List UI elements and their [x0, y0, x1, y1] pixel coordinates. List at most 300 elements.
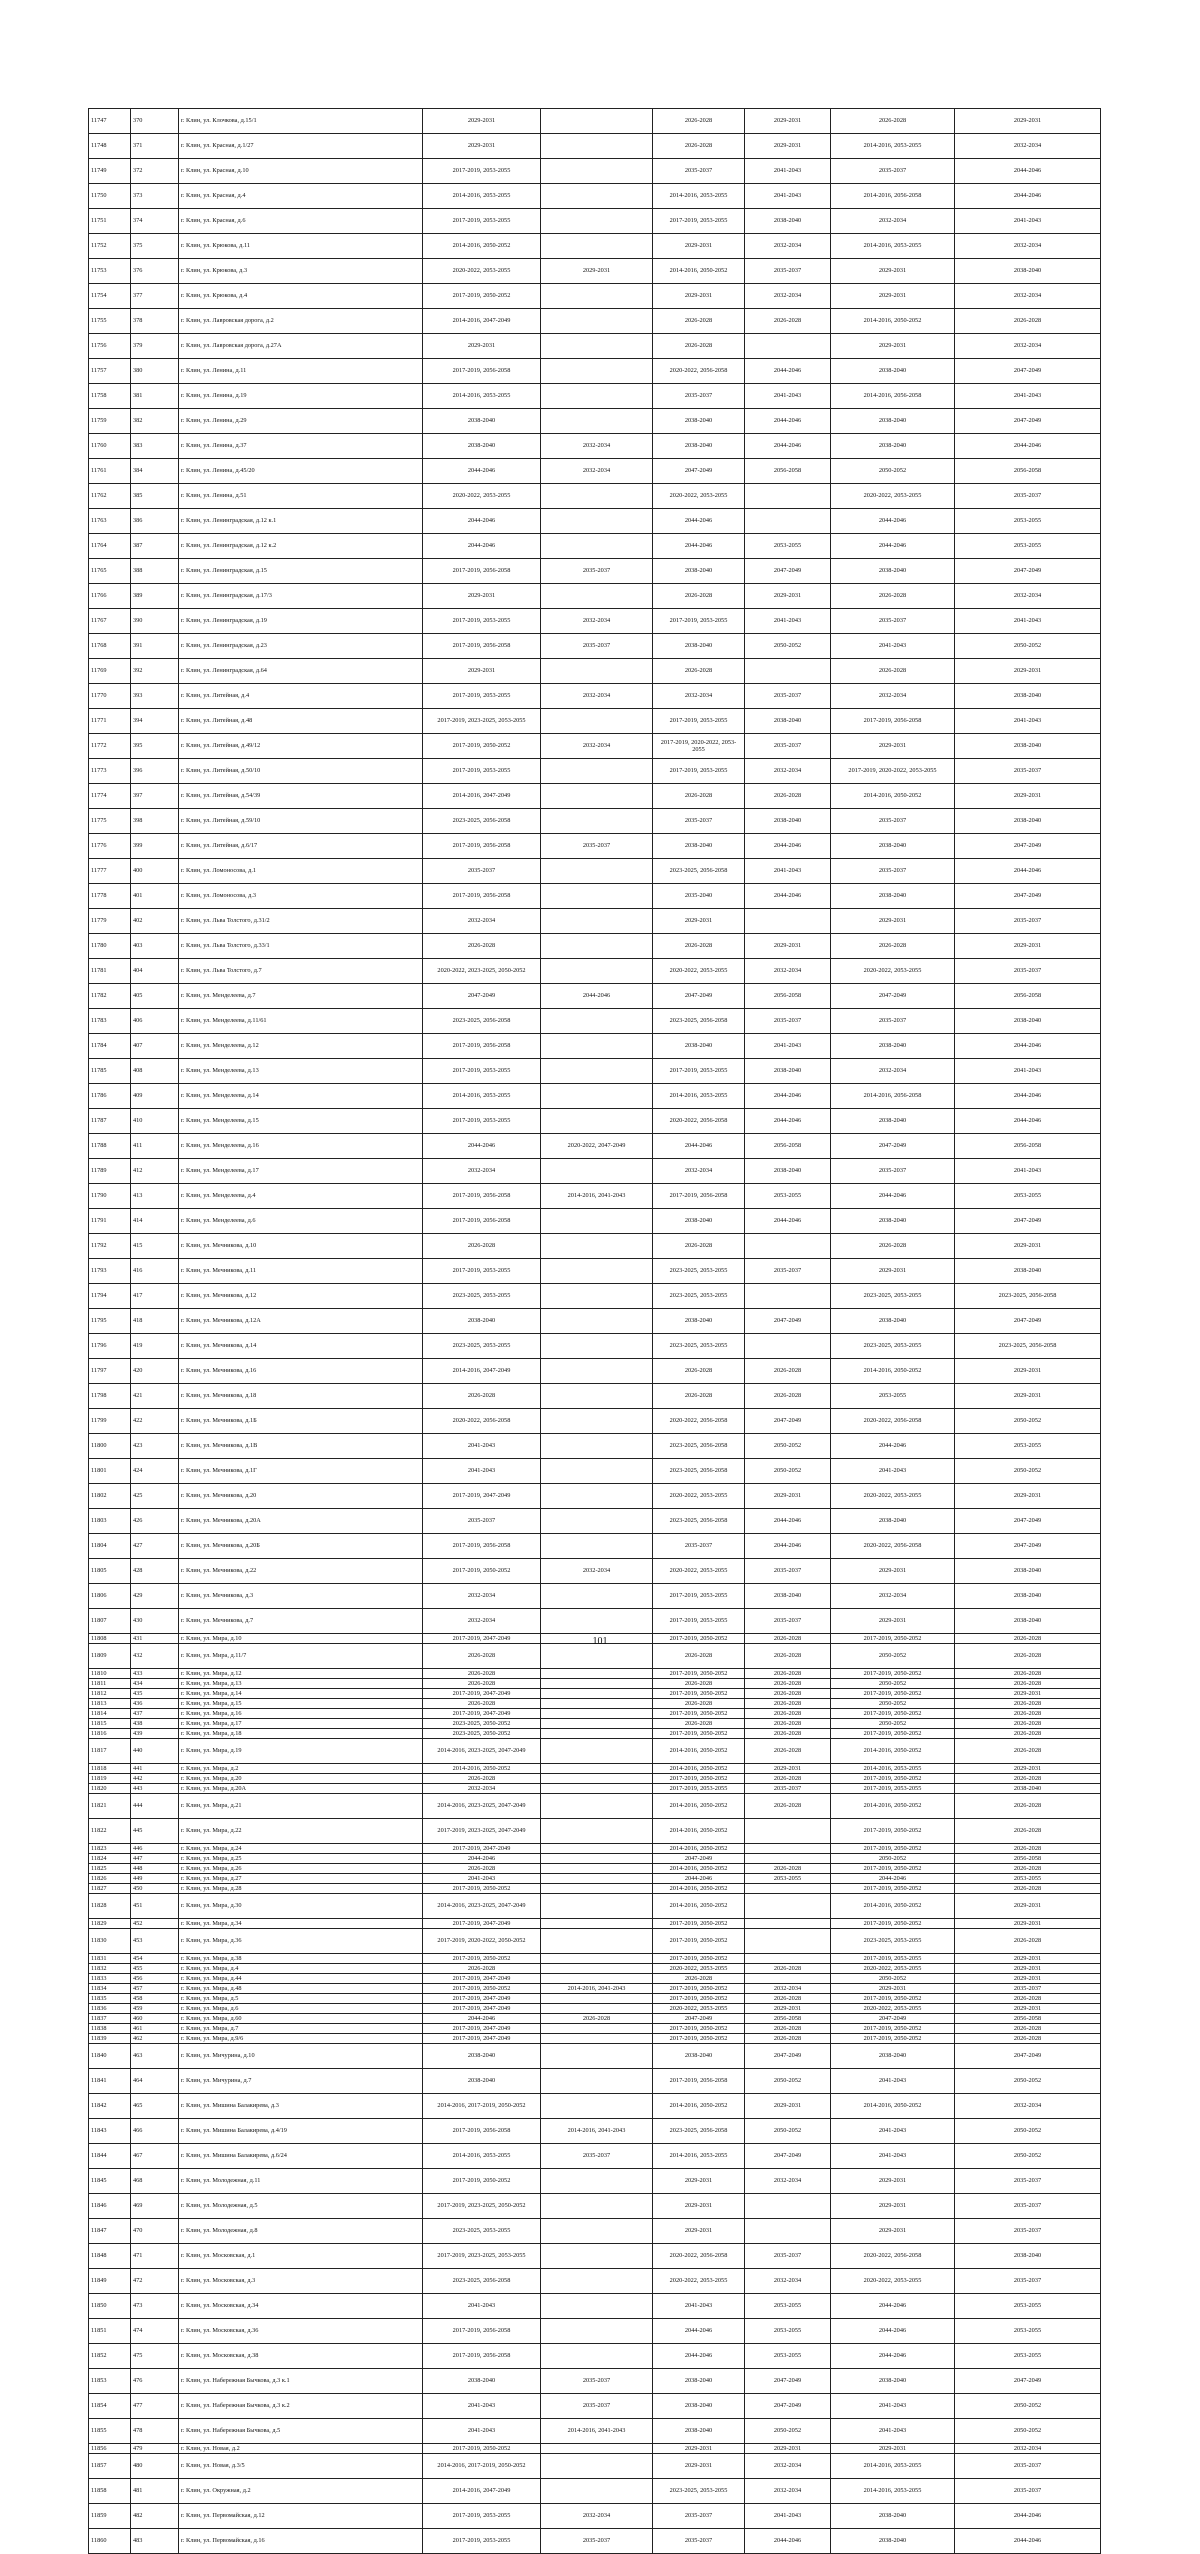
table-cell: 2026-2028	[653, 1359, 745, 1384]
table-cell	[541, 1309, 653, 1334]
table-cell: 2032-2034	[955, 284, 1101, 309]
table-cell: г. Клин, ул. Мечникова, д.12	[179, 1284, 423, 1309]
table-cell: 2026-2028	[955, 1819, 1101, 1844]
table-cell: 11794	[89, 1284, 131, 1309]
table-cell	[541, 934, 653, 959]
table-cell: г. Клин, ул. Мира, д.24	[179, 1844, 423, 1854]
table-cell: 2017-2019, 2053-2055	[423, 209, 541, 234]
table-cell: г. Клин, ул. Ленинградская, д.17/3	[179, 584, 423, 609]
table-cell: 2029-2031	[831, 1609, 955, 1634]
table-cell: г. Клин, ул. Льва Толстого, д.31/2	[179, 909, 423, 934]
table-cell: г. Клин, ул. Красная, д.10	[179, 159, 423, 184]
table-row	[89, 1159, 1101, 1184]
table-cell: 2017-2019, 2053-2055	[423, 1059, 541, 1084]
table-cell: 2029-2031	[653, 2219, 745, 2244]
table-cell: 2014-2016, 2053-2055	[423, 384, 541, 409]
table-cell: 2032-2034	[541, 2504, 653, 2529]
table-cell: 432	[131, 1644, 179, 1669]
table-cell: 387	[131, 534, 179, 559]
table-cell	[541, 159, 653, 184]
table-cell	[541, 534, 653, 559]
table-row	[89, 684, 1101, 709]
table-cell: 2023-2025, 2053-2055	[831, 1284, 955, 1309]
table-cell: 11806	[89, 1584, 131, 1609]
table-cell: 2053-2055	[745, 1184, 831, 1209]
table-cell: 2035-2037	[831, 159, 955, 184]
table-cell: 2053-2055	[955, 1184, 1101, 1209]
table-row	[89, 1929, 1101, 1954]
table-cell: 2026-2028	[653, 584, 745, 609]
table-cell: 2017-2019, 2050-2052	[653, 2034, 745, 2044]
table-cell: 11776	[89, 834, 131, 859]
table-cell: 2026-2028	[831, 109, 955, 134]
table-cell: 2026-2028	[745, 1774, 831, 1784]
table-cell	[541, 1584, 653, 1609]
table-cell: г. Клин, ул. Мира, д.19	[179, 1739, 423, 1764]
table-cell: г. Клин, ул. Мира, д.27	[179, 1874, 423, 1884]
table-cell: 2017-2019, 2056-2058	[831, 709, 955, 734]
table-cell: 398	[131, 809, 179, 834]
table-cell	[541, 1819, 653, 1844]
table-row	[89, 1109, 1101, 1134]
table-cell: 11781	[89, 959, 131, 984]
table-cell	[541, 2244, 653, 2269]
table-cell	[541, 859, 653, 884]
table-cell	[541, 2034, 653, 2044]
table-cell: 395	[131, 734, 179, 759]
table-cell: 2032-2034	[955, 134, 1101, 159]
table-cell: 2041-2043	[955, 709, 1101, 734]
table-cell: 2026-2028	[745, 2034, 831, 2044]
table-cell: 2050-2052	[745, 2119, 831, 2144]
table-cell: 2044-2046	[745, 1509, 831, 1534]
table-cell: 11807	[89, 1609, 131, 1634]
table-cell: 447	[131, 1854, 179, 1864]
table-cell: 2023-2025, 2056-2058	[423, 809, 541, 834]
table-cell: 2029-2031	[745, 584, 831, 609]
table-cell: 2026-2028	[745, 1794, 831, 1819]
table-cell: 11853	[89, 2369, 131, 2394]
table-cell: 2014-2016, 2047-2049	[423, 1359, 541, 1384]
table-row	[89, 909, 1101, 934]
table-cell: 2017-2019, 2053-2055	[423, 759, 541, 784]
schedule-table	[88, 108, 1101, 2554]
table-cell: 2014-2016, 2053-2055	[653, 1084, 745, 1109]
table-cell: 2026-2028	[955, 1774, 1101, 1784]
table-row	[89, 2269, 1101, 2294]
table-cell	[541, 1509, 653, 1534]
table-cell: 2014-2016, 2053-2055	[831, 134, 955, 159]
table-cell: 441	[131, 1764, 179, 1774]
table-cell: 2041-2043	[955, 609, 1101, 634]
table-row	[89, 1209, 1101, 1234]
table-cell: 11775	[89, 809, 131, 834]
table-cell	[541, 484, 653, 509]
table-cell: 430	[131, 1609, 179, 1634]
table-cell: 407	[131, 1034, 179, 1059]
table-cell: 2029-2031	[955, 1894, 1101, 1919]
table-cell: 2017-2019, 2050-2052	[831, 2024, 955, 2034]
table-cell: 2035-2037	[541, 559, 653, 584]
table-cell: 393	[131, 684, 179, 709]
table-cell: 442	[131, 1774, 179, 1784]
table-cell: г. Клин, ул. Мечникова, д.12А	[179, 1309, 423, 1334]
table-cell: г. Клин, ул. Набережная Бычкова, д.3 к.1	[179, 2369, 423, 2394]
table-cell: 2056-2058	[955, 1134, 1101, 1159]
table-row	[89, 1669, 1101, 1679]
table-row	[89, 1644, 1101, 1669]
table-cell: 11773	[89, 759, 131, 784]
table-row	[89, 209, 1101, 234]
table-cell: 2014-2016, 2050-2052	[653, 1794, 745, 1819]
table-cell: г. Клин, ул. Набережная Бычкова, д.3 к.2	[179, 2394, 423, 2419]
table-cell: 2026-2028	[653, 109, 745, 134]
table-cell: 11830	[89, 1929, 131, 1954]
table-cell: 2035-2037	[745, 1259, 831, 1284]
table-cell: 11799	[89, 1409, 131, 1434]
table-cell: 2026-2028	[423, 1384, 541, 1409]
table-cell: 2032-2034	[745, 234, 831, 259]
table-cell: 2053-2055	[955, 2319, 1101, 2344]
table-cell: г. Клин, ул. Мира, д.30	[179, 1894, 423, 1919]
table-cell: 2050-2052	[745, 1434, 831, 1459]
table-row	[89, 2419, 1101, 2444]
table-cell: 11844	[89, 2144, 131, 2169]
table-cell: 2047-2049	[955, 2369, 1101, 2394]
table-cell: 2020-2022, 2053-2055	[653, 959, 745, 984]
table-cell	[745, 1954, 831, 1964]
table-cell: 11760	[89, 434, 131, 459]
table-row	[89, 2529, 1101, 2554]
table-cell: 461	[131, 2024, 179, 2034]
table-cell: 2017-2019, 2050-2052	[831, 1634, 955, 1644]
table-cell: 2026-2028	[955, 1709, 1101, 1719]
table-cell: 2044-2046	[745, 2529, 831, 2554]
table-cell: 2014-2016, 2047-2049	[423, 309, 541, 334]
table-cell: 2017-2019, 2050-2052	[423, 1984, 541, 1994]
table-cell: г. Клин, ул. Литейная, д.54/39	[179, 784, 423, 809]
table-cell: 11824	[89, 1854, 131, 1864]
table-cell: 2047-2049	[955, 559, 1101, 584]
table-cell: 2017-2019, 2050-2052	[831, 1844, 955, 1854]
table-cell: 2020-2022, 2053-2055	[653, 1484, 745, 1509]
table-cell: 2041-2043	[955, 384, 1101, 409]
table-cell	[745, 1974, 831, 1984]
table-cell: 2035-2037	[745, 2244, 831, 2269]
table-cell	[541, 1699, 653, 1709]
table-cell: 384	[131, 459, 179, 484]
table-cell	[541, 2444, 653, 2454]
table-cell: 2029-2031	[831, 1259, 955, 1284]
table-cell: 2026-2028	[653, 1234, 745, 1259]
table-cell: 2038-2040	[653, 2369, 745, 2394]
table-cell: г. Клин, ул. Мира, д.48	[179, 1984, 423, 1994]
table-cell: 2041-2043	[745, 2504, 831, 2529]
table-cell: г. Клин, ул. Московская, д.36	[179, 2319, 423, 2344]
table-cell: 2017-2019, 2053-2055	[653, 1784, 745, 1794]
table-cell: 11787	[89, 1109, 131, 1134]
table-cell: 2017-2019, 2023-2025, 2053-2055	[423, 2244, 541, 2269]
table-cell: 2038-2040	[831, 1109, 955, 1134]
table-cell	[541, 2344, 653, 2369]
table-cell: 2035-2037	[541, 2394, 653, 2419]
table-cell: г. Клин, ул. Мечникова, д.3	[179, 1584, 423, 1609]
table-cell	[541, 1359, 653, 1384]
table-cell: 2026-2028	[653, 309, 745, 334]
table-cell: 2035-2037	[955, 959, 1101, 984]
table-cell: 2017-2019, 2050-2052	[423, 2444, 541, 2454]
table-cell: 2041-2043	[831, 2144, 955, 2169]
table-cell: 2044-2046	[831, 1184, 955, 1209]
table-cell: 2026-2028	[955, 1864, 1101, 1874]
table-cell: 11782	[89, 984, 131, 1009]
table-cell: 2038-2040	[831, 2044, 955, 2069]
table-cell: 2029-2031	[745, 109, 831, 134]
table-cell: 2026-2028	[745, 1719, 831, 1729]
table-cell: 2035-2037	[745, 1009, 831, 1034]
table-cell: 480	[131, 2454, 179, 2479]
table-cell: 11846	[89, 2194, 131, 2219]
table-cell: 2035-2037	[653, 2504, 745, 2529]
table-cell: 2017-2019, 2050-2052	[831, 1884, 955, 1894]
table-cell: 2017-2019, 2023-2025, 2053-2055	[423, 709, 541, 734]
table-cell	[541, 309, 653, 334]
table-cell: 11849	[89, 2269, 131, 2294]
table-cell: г. Клин, ул. Мечникова, д.7	[179, 1609, 423, 1634]
table-cell: 2029-2031	[831, 284, 955, 309]
table-cell: 2017-2019, 2047-2049	[423, 1974, 541, 1984]
table-cell	[541, 1284, 653, 1309]
table-cell	[541, 1784, 653, 1794]
table-cell: 2014-2016, 2050-2052	[653, 1894, 745, 1919]
table-cell: 2044-2046	[955, 859, 1101, 884]
table-cell: 2050-2052	[955, 1409, 1101, 1434]
table-cell: 2017-2019, 2056-2058	[423, 634, 541, 659]
table-cell: 11788	[89, 1134, 131, 1159]
table-cell	[541, 1864, 653, 1874]
table-cell	[541, 209, 653, 234]
table-cell: 2038-2040	[831, 834, 955, 859]
table-cell: 11819	[89, 1774, 131, 1784]
table-cell: 2014-2016, 2050-2052	[653, 1764, 745, 1774]
table-cell: г. Клин, ул. Мира, д.21	[179, 1794, 423, 1819]
table-cell	[541, 1874, 653, 1884]
table-cell: 2026-2028	[745, 1864, 831, 1874]
table-row	[89, 1954, 1101, 1964]
table-row	[89, 1964, 1101, 1974]
table-cell: 2032-2034	[541, 459, 653, 484]
table-row	[89, 2169, 1101, 2194]
table-row	[89, 1384, 1101, 1409]
table-cell: г. Клин, ул. Менделеева, д.12	[179, 1034, 423, 1059]
table-row	[89, 1559, 1101, 1584]
table-cell: 2017-2019, 2050-2052	[423, 1884, 541, 1894]
table-cell: 2014-2016, 2023-2025, 2047-2049	[423, 1739, 541, 1764]
table-row	[89, 2504, 1101, 2529]
table-cell: 2026-2028	[955, 1994, 1101, 2004]
table-cell: г. Клин, ул. Литейная, д.4	[179, 684, 423, 709]
table-cell: г. Клин, ул. Менделеева, д.17	[179, 1159, 423, 1184]
table-cell: 476	[131, 2369, 179, 2394]
table-cell: 2038-2040	[653, 434, 745, 459]
table-cell: 2017-2019, 2053-2055	[423, 1109, 541, 1134]
table-cell: 2014-2016, 2053-2055	[423, 184, 541, 209]
table-cell: 2023-2025, 2056-2058	[653, 1434, 745, 1459]
table-cell: 2032-2034	[955, 234, 1101, 259]
table-cell: г. Клин, ул. Ленинградская, д.19	[179, 609, 423, 634]
table-cell: 2050-2052	[831, 1644, 955, 1669]
table-cell: 2050-2052	[831, 1699, 955, 1709]
table-cell: г. Клин, ул. Мира, д.18	[179, 1729, 423, 1739]
table-cell: 11783	[89, 1009, 131, 1034]
table-cell: г. Клин, ул. Лавровская дорога, д.27А	[179, 334, 423, 359]
table-cell: 424	[131, 1459, 179, 1484]
table-cell: 2035-2037	[955, 2169, 1101, 2194]
table-cell: 11793	[89, 1259, 131, 1284]
table-cell	[541, 1774, 653, 1784]
table-cell: 422	[131, 1409, 179, 1434]
table-cell: 2047-2049	[955, 2044, 1101, 2069]
table-cell: 2017-2019, 2053-2055	[423, 159, 541, 184]
table-cell: 11778	[89, 884, 131, 909]
table-row	[89, 109, 1101, 134]
table-cell: 11802	[89, 1484, 131, 1509]
table-cell: 436	[131, 1699, 179, 1709]
table-cell: 2047-2049	[831, 1134, 955, 1159]
table-cell: 2026-2028	[423, 1864, 541, 1874]
table-cell: 2014-2016, 2056-2058	[831, 1084, 955, 1109]
table-cell: 2044-2046	[423, 459, 541, 484]
table-cell: 2044-2046	[653, 534, 745, 559]
table-cell	[541, 284, 653, 309]
table-cell: г. Клин, ул. Ленинградская, д.64	[179, 659, 423, 684]
table-cell: 2023-2025, 2056-2058	[653, 1509, 745, 1534]
table-cell: 434	[131, 1679, 179, 1689]
table-cell: 2050-2052	[831, 459, 955, 484]
table-cell	[541, 2024, 653, 2034]
table-cell	[541, 509, 653, 534]
table-cell: г. Клин, ул. Мечникова, д.11	[179, 1259, 423, 1284]
table-cell: 2029-2031	[955, 1764, 1101, 1774]
table-cell: 469	[131, 2194, 179, 2219]
table-cell: 438	[131, 1719, 179, 1729]
table-cell: 2038-2040	[831, 1209, 955, 1234]
table-cell: 2044-2046	[831, 534, 955, 559]
table-cell	[541, 1484, 653, 1509]
table-cell: 2041-2043	[831, 634, 955, 659]
table-cell: 2023-2025, 2056-2058	[653, 2119, 745, 2144]
table-cell: 11780	[89, 934, 131, 959]
table-cell: г. Клин, ул. Мичурина, д.7	[179, 2069, 423, 2094]
table-cell: 2035-2037	[745, 1609, 831, 1634]
table-cell: 2044-2046	[831, 2294, 955, 2319]
table-cell: 2038-2040	[955, 1259, 1101, 1284]
table-cell: 2032-2034	[745, 959, 831, 984]
table-cell: 396	[131, 759, 179, 784]
table-cell: 2020-2022, 2056-2058	[653, 1109, 745, 1134]
table-cell: 2020-2022, 2056-2058	[831, 1409, 955, 1434]
table-cell: 11774	[89, 784, 131, 809]
table-cell: г. Клин, ул. Ленинградская, д.23	[179, 634, 423, 659]
table-cell: г. Клин, ул. Мира, д.60	[179, 2014, 423, 2024]
table-cell	[541, 2169, 653, 2194]
table-cell: 2038-2040	[653, 409, 745, 434]
table-row	[89, 1509, 1101, 1534]
table-cell	[541, 959, 653, 984]
table-cell: 2026-2028	[423, 1679, 541, 1689]
table-cell: 2017-2019, 2050-2052	[831, 1919, 955, 1929]
table-cell: 2056-2058	[955, 2014, 1101, 2024]
table-cell: 2035-2037	[831, 1159, 955, 1184]
table-cell: 2029-2031	[955, 1954, 1101, 1964]
table-cell: г. Клин, ул. Менделеева, д.6	[179, 1209, 423, 1234]
table-cell: 2017-2019, 2056-2058	[423, 1184, 541, 1209]
table-cell: 2044-2046	[745, 359, 831, 384]
table-cell: 2017-2019, 2053-2055	[653, 759, 745, 784]
table-cell: 2038-2040	[955, 1009, 1101, 1034]
table-cell: 439	[131, 1729, 179, 1739]
table-cell: 2023-2025, 2053-2055	[653, 1259, 745, 1284]
table-cell: 2038-2040	[653, 2419, 745, 2444]
table-cell: 473	[131, 2294, 179, 2319]
table-cell: 2044-2046	[423, 509, 541, 534]
table-cell	[541, 659, 653, 684]
table-cell: 2014-2016, 2017-2019, 2050-2052	[423, 2454, 541, 2479]
table-cell: 2050-2052	[955, 2119, 1101, 2144]
table-cell: г. Клин, ул. Литейная, д.49/12	[179, 734, 423, 759]
table-row	[89, 1184, 1101, 1209]
table-cell: 2041-2043	[831, 1459, 955, 1484]
table-cell: 2026-2028	[653, 134, 745, 159]
table-cell: г. Клин, ул. Красная, д.1/27	[179, 134, 423, 159]
table-row	[89, 884, 1101, 909]
table-row	[89, 1009, 1101, 1034]
table-cell: 2014-2016, 2023-2025, 2047-2049	[423, 1894, 541, 1919]
table-cell: 415	[131, 1234, 179, 1259]
table-cell: г. Клин, ул. Ленина, д.11	[179, 359, 423, 384]
table-cell: 2038-2040	[745, 1159, 831, 1184]
table-row	[89, 1974, 1101, 1984]
table-cell: 2029-2031	[745, 134, 831, 159]
table-cell: 2014-2016, 2023-2025, 2047-2049	[423, 1794, 541, 1819]
table-cell: 2035-2037	[955, 2479, 1101, 2504]
table-cell: г. Клин, ул. Ломоносова, д.1	[179, 859, 423, 884]
table-cell: г. Клин, ул. Московская, д.1	[179, 2244, 423, 2269]
table-cell: 2017-2019, 2047-2049	[423, 1484, 541, 1509]
table-cell: г. Клин, ул. Мира, д.13	[179, 1679, 423, 1689]
table-cell: 11756	[89, 334, 131, 359]
table-cell	[541, 1234, 653, 1259]
table-cell: 2014-2016, 2053-2055	[831, 1764, 955, 1774]
table-row	[89, 2394, 1101, 2419]
table-cell: 11812	[89, 1689, 131, 1699]
table-cell: 11777	[89, 859, 131, 884]
table-cell: 2041-2043	[831, 2394, 955, 2419]
table-cell	[541, 784, 653, 809]
table-cell: 386	[131, 509, 179, 534]
table-cell: 2044-2046	[541, 984, 653, 1009]
table-cell: 2032-2034	[541, 1559, 653, 1584]
table-cell: 11755	[89, 309, 131, 334]
table-cell: 465	[131, 2094, 179, 2119]
table-cell: г. Клин, ул. Мечникова, д.10	[179, 1234, 423, 1259]
table-cell: 2029-2031	[955, 1234, 1101, 1259]
table-cell: 419	[131, 1334, 179, 1359]
table-cell: 2026-2028	[955, 1729, 1101, 1739]
table-cell: 410	[131, 1109, 179, 1134]
table-cell: 2041-2043	[423, 1874, 541, 1884]
table-cell: 2038-2040	[653, 1209, 745, 1234]
